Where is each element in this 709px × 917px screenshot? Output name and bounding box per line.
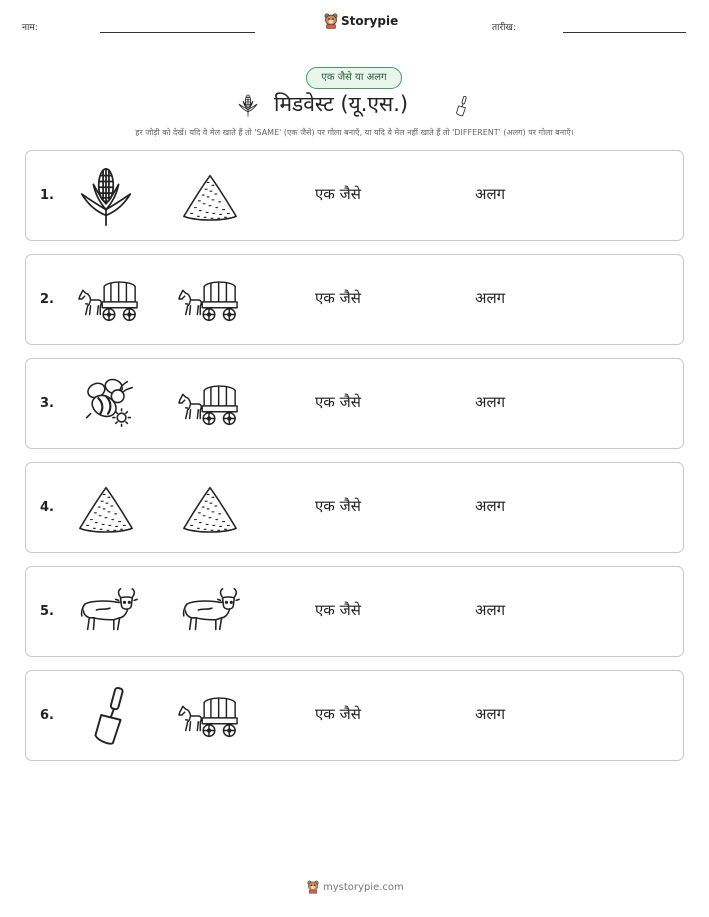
trowel-icon bbox=[450, 90, 472, 122]
trowel-icon bbox=[76, 685, 140, 747]
pair-row-4 bbox=[25, 462, 684, 553]
pair-row-5 bbox=[25, 566, 684, 657]
different-option[interactable]: अलग bbox=[475, 289, 506, 307]
same-option[interactable]: एक जैसे bbox=[315, 705, 361, 723]
covered-wagon-icon bbox=[176, 269, 240, 331]
same-option[interactable]: एक जैसे bbox=[315, 289, 361, 307]
row-number: 1. bbox=[40, 188, 54, 203]
ox-icon bbox=[178, 581, 242, 643]
grain-pile-icon bbox=[178, 477, 242, 539]
footer-site-link[interactable]: mystorypie.com bbox=[323, 881, 404, 893]
footer bbox=[307, 880, 404, 894]
pair-row-6 bbox=[25, 670, 684, 761]
different-option[interactable]: अलग bbox=[475, 601, 506, 619]
pair-row-2 bbox=[25, 254, 684, 345]
row-number: 3. bbox=[40, 396, 54, 411]
corn-icon bbox=[236, 90, 260, 120]
pair-row-1 bbox=[25, 150, 684, 241]
name-field-line[interactable] bbox=[100, 32, 255, 33]
row-number: 2. bbox=[40, 292, 54, 307]
instructions: हर जोड़ी को देखें। यदि वे मेल खाते हैं तो 'SAME' (एक जैसे) पर गोला बनाएँ, या यदि वे मेल नहीं खाते हैं तो 'DIFFERENT' (अलग) पर गोला बनाएँ। bbox=[135, 128, 574, 137]
same-option[interactable]: एक जैसे bbox=[315, 601, 361, 619]
title-row bbox=[0, 88, 709, 124]
same-option[interactable]: एक जैसे bbox=[315, 393, 361, 411]
row-number: 4. bbox=[40, 500, 54, 515]
pair-row-3 bbox=[25, 358, 684, 449]
different-option[interactable]: अलग bbox=[475, 185, 506, 203]
grain-pile-icon bbox=[178, 165, 242, 227]
brand-name: Storypie bbox=[341, 14, 399, 28]
name-label: नाम: bbox=[22, 23, 38, 33]
covered-wagon-icon bbox=[176, 373, 240, 435]
date-label: तारीख: bbox=[492, 23, 516, 33]
row-number: 6. bbox=[40, 708, 54, 723]
storypie-logo bbox=[324, 13, 398, 29]
ox-icon bbox=[76, 581, 140, 643]
storypie-bear-icon bbox=[307, 880, 319, 894]
same-option[interactable]: एक जैसे bbox=[315, 497, 361, 515]
row-number: 5. bbox=[40, 604, 54, 619]
different-option[interactable]: अलग bbox=[475, 497, 506, 515]
date-field-line[interactable] bbox=[563, 32, 686, 33]
different-option[interactable]: अलग bbox=[475, 393, 506, 411]
bee-icon bbox=[76, 373, 140, 435]
covered-wagon-icon bbox=[176, 685, 240, 747]
grain-pile-icon bbox=[74, 477, 138, 539]
worksheet-title: मिडवेस्ट (यू.एस.) bbox=[274, 92, 409, 116]
worksheet-type-badge: एक जैसे या अलग bbox=[306, 67, 402, 89]
same-option[interactable]: एक जैसे bbox=[315, 185, 361, 203]
storypie-bear-icon bbox=[324, 13, 338, 29]
corn-icon bbox=[74, 165, 138, 227]
different-option[interactable]: अलग bbox=[475, 705, 506, 723]
covered-wagon-icon bbox=[76, 269, 140, 331]
